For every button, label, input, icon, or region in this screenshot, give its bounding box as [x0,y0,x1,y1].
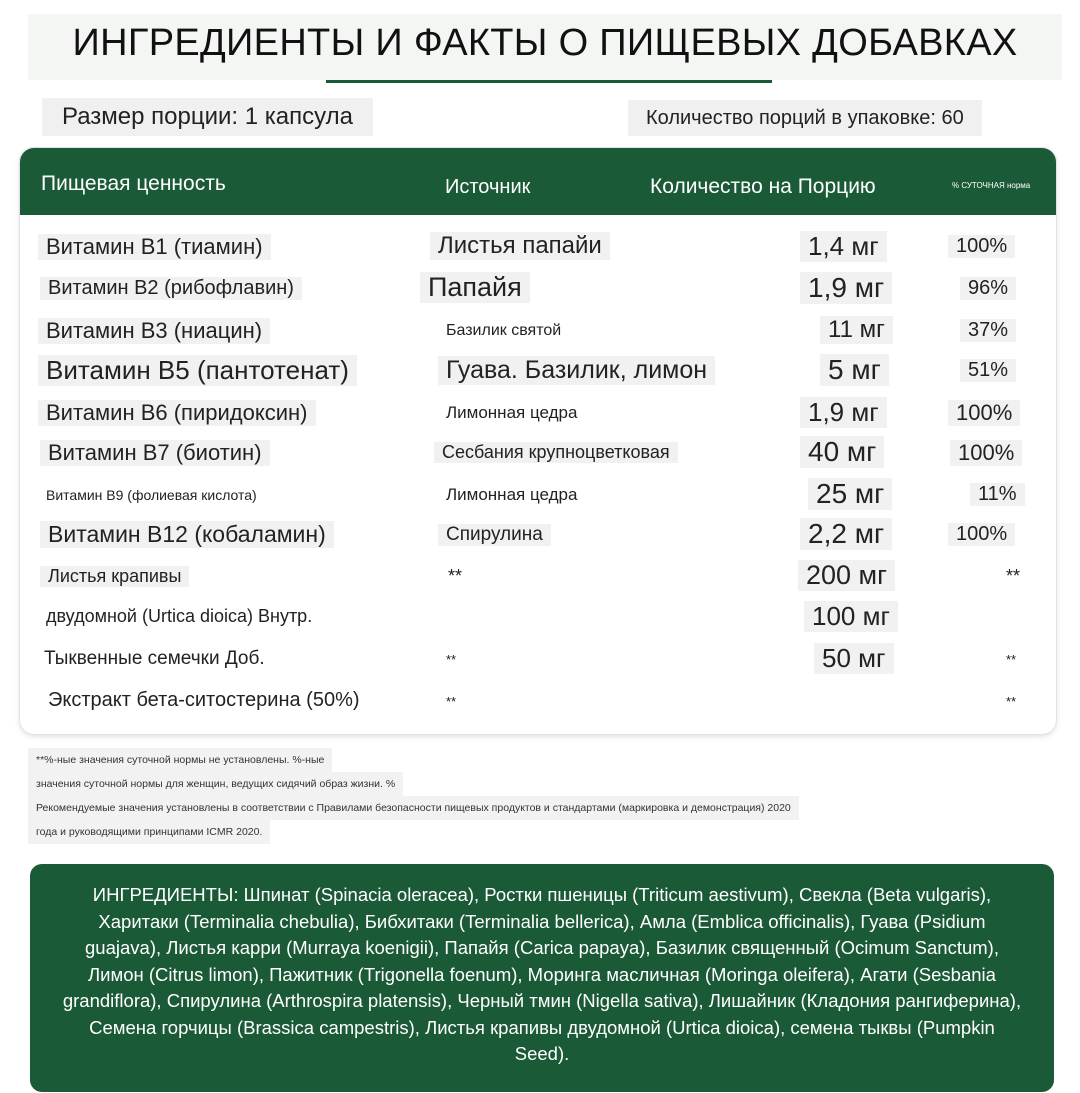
table-row [20,312,1056,352]
table-row [20,228,1056,268]
source-cell: Гуава. Базилик, лимон [438,356,715,385]
daily-value-cell: 51% [960,359,1016,382]
daily-value-cell: 100% [948,523,1015,546]
daily-value-cell: 100% [948,400,1020,426]
footnote-line: значения суточной нормы для женщин, ведущих сидячий образ жизни. % [28,772,968,796]
nutrient-cell: Витамин В3 (ниацин) [38,318,270,344]
header-nutrient: Пищевая ценность [41,172,226,195]
table-row [20,558,1056,598]
nutrient-cell: двудомной (Urtica dioica) Внутр. [46,606,313,627]
nutrient-cell: Витамин В12 (кобаламин) [40,521,334,548]
amount-cell: 1,9 мг [800,272,892,304]
nutrient-cell: Витамин В5 (пантотенат) [38,355,357,386]
table-row [20,270,1056,310]
servings-per-container: Количество порций в упаковке: 60 [628,100,982,136]
table-row [20,598,1056,638]
amount-cell: 1,9 мг [800,397,887,428]
daily-value-cell: 100% [948,235,1015,258]
amount-cell: 100 мг [804,601,898,632]
nutrient-cell: Витамин В9 (фолиевая кислота) [46,486,257,503]
nutrient-cell: Листья крапивы [40,566,189,587]
table-row [20,640,1056,680]
source-cell: ** [448,566,463,587]
footnote-line: Рекомендуемые значения установлены в соответствии с Правилами безопасности пищевых продуктов и стандартами (маркировка и демонстрация) 2020 [28,796,968,820]
amount-cell: 1,4 мг [800,231,887,262]
table-row [20,394,1056,434]
source-cell: Сесбания крупноцветковая [434,442,678,463]
amount-cell: 40 мг [800,436,884,468]
amount-cell: 5 мг [820,354,889,386]
footnotes [28,748,968,844]
table-header [20,148,1056,215]
title-underline [326,80,772,83]
source-cell: ** [446,651,457,667]
amount-cell: 200 мг [798,560,895,591]
header-source: Источник [445,176,531,198]
amount-cell: 11 мг [820,316,893,344]
daily-value-cell: ** [1006,566,1021,587]
header-amount: Количество на Порцию [650,175,876,198]
footnote-line: года и руководящими принципами ICMR 2020. [28,820,968,844]
daily-value-cell: ** [1006,651,1017,667]
source-cell: Листья папайи [430,232,610,260]
daily-value-cell: 96% [960,277,1016,300]
amount-cell: 25 мг [808,478,892,510]
daily-value-cell: 100% [950,440,1022,466]
source-cell: ** [446,693,457,709]
daily-value-cell: ** [1006,693,1017,709]
footnote-line: **%-ные значения суточной нормы не установлены. %-ные [28,748,968,772]
table-row [20,434,1056,474]
serving-size: Размер порции: 1 капсула [42,98,373,136]
nutrient-cell: Витамин В2 (рибофлавин) [40,277,302,300]
source-cell: Папайя [420,272,530,303]
nutrient-cell: Витамин В7 (биотин) [40,440,270,466]
table-row [20,352,1056,392]
table-row [20,682,1056,722]
nutrient-cell: Экстракт бета-ситостерина (50%) [48,689,360,711]
source-cell: Спирулина [438,524,551,546]
amount-cell: 2,2 мг [800,518,892,550]
nutrient-cell: Витамин В6 (пиридоксин) [38,400,316,426]
nutrient-cell: Витамин В1 (тиамин) [38,234,271,260]
page-title: ИНГРЕДИЕНТЫ И ФАКТЫ О ПИЩЕВЫХ ДОБАВКАХ [72,22,1018,64]
supplement-facts-table [20,148,1056,734]
daily-value-cell: 37% [960,319,1016,342]
table-row [20,516,1056,556]
source-cell: Базилик святой [446,321,562,339]
ingredients-panel [30,864,1054,1092]
source-cell: Лимонная цедра [446,484,578,504]
header-daily-value: % СУТОЧНАЯ норма [952,181,1031,190]
table-row [20,476,1056,516]
amount-cell: 50 мг [814,643,894,674]
source-cell: Лимонная цедра [446,402,578,422]
ingredients-text: ИНГРЕДИЕНТЫ: Шпинат (Spinacia oleracea), Ростки пшеницы (Triticum aestivum), Свекла (Beta vulgaris), Харитаки (Terminalia chebulia), Бибхитаки (Terminalia bellerica), Амла (Emblica officinalis), Гуава (Psidium guajava), Листья карри (Murraya koenigii), Папайя (Carica papaya), Базилик священный (Ocimum Sanctum), Лимон (Citrus limon), Пажитник (Trigonella foenum), Моринга масличная (Moringa oleifera), Агати (Sesbania grandiflora), Спирулина (Arthrospira platensis), Черный тмин (Nigella sativa), Лишайник (Кладония рангиферина), Семена горчицы (Brassica campestris), Листья крапивы двудомной (Urtica dioica), семена тыквы (Pumpkin Seed). [62,884,1022,1064]
daily-value-cell: 11% [970,483,1025,506]
nutrient-cell: Тыквенные семечки Доб. [44,647,265,669]
